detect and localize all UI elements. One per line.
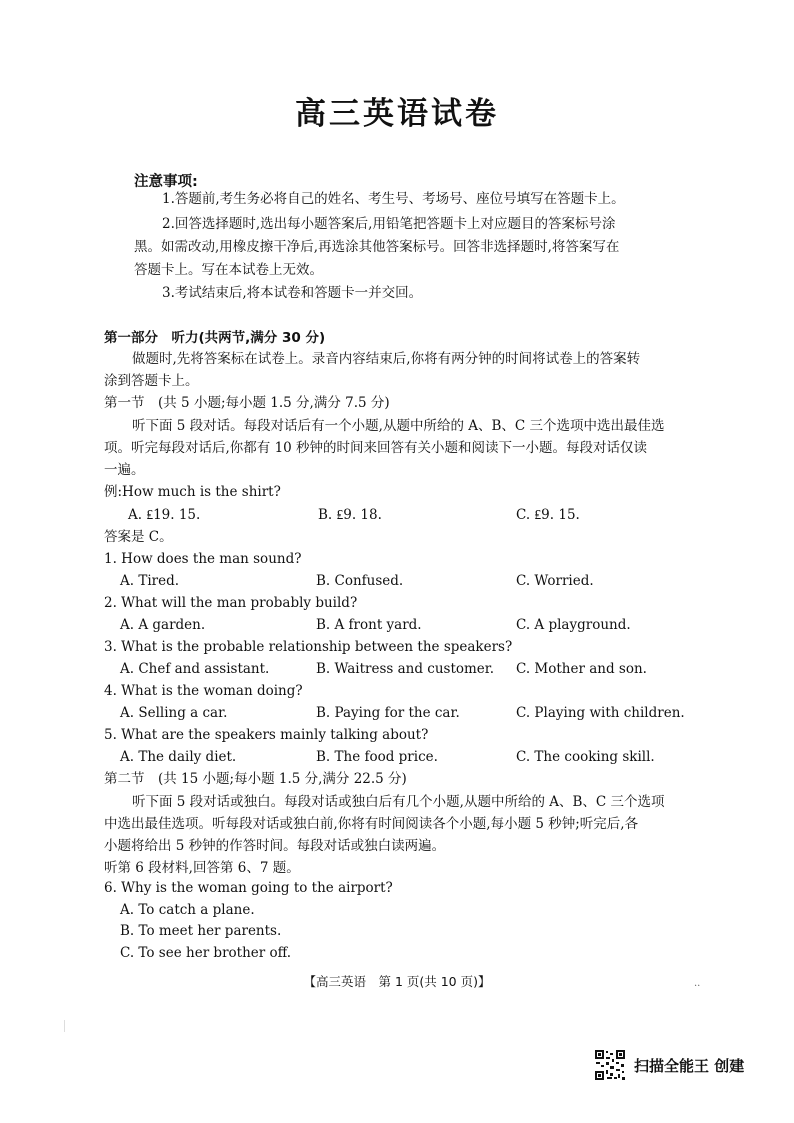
section1-heading: 第一节 (共 5 小题;每小题 1.5 分,满分 7.5 分) bbox=[104, 395, 390, 411]
question-3: 3. What is the probable relationship between the speakers? bbox=[104, 639, 513, 655]
notice-item-3: 3.考试结束后,将本试卷和答题卡一并交回。 bbox=[162, 285, 423, 301]
notice-item-1: 1.答题前,考生务必将自己的姓名、考生号、考场号、座位号填写在答题卡上。 bbox=[162, 191, 625, 207]
section2-intro-line-2: 中选出最佳选项。听每段对话或独白前,你将有时间阅读各个小题,每小题 5 秒钟;听完后,各 bbox=[104, 816, 639, 832]
question-4-option-a: A. Selling a car. bbox=[120, 705, 228, 721]
qr-code-icon bbox=[594, 1049, 626, 1081]
example-answer: 答案是 C。 bbox=[104, 529, 173, 545]
section2-material: 听第 6 段材料,回答第 6、7 题。 bbox=[104, 860, 300, 876]
question-3-option-a: A. Chef and assistant. bbox=[120, 661, 270, 677]
scanner-watermark-label: 扫描全能王 创建 bbox=[634, 1057, 745, 1075]
question-6-option-b: B. To meet her parents. bbox=[120, 923, 282, 939]
notice-item-2-line-1: 2.回答选择题时,选出每小题答案后,用铅笔把答题卡上对应题目的答案标号涂 bbox=[162, 216, 616, 232]
scan-edge-mark bbox=[64, 1020, 65, 1032]
part1-heading: 第一部分 听力(共两节,满分 30 分) bbox=[104, 330, 326, 346]
example-option-c: C. ₤9. 15. bbox=[516, 507, 580, 523]
question-2-option-a: A. A garden. bbox=[120, 617, 206, 633]
question-1-option-b: B. Confused. bbox=[316, 573, 404, 589]
question-4-option-b: B. Paying for the car. bbox=[316, 705, 460, 721]
question-5-option-a: A. The daily diet. bbox=[120, 749, 237, 765]
question-5: 5. What are the speakers mainly talking about? bbox=[104, 727, 429, 743]
notice-item-2-line-3: 答题卡上。写在本试卷上无效。 bbox=[134, 262, 323, 278]
notice-item-2-line-2: 黑。如需改动,用橡皮擦干净后,再选涂其他答案标号。回答非选择题时,将答案写在 bbox=[134, 239, 620, 255]
section1-intro-line-2: 项。听完每段对话后,你都有 10 秒钟的时间来回答有关小题和阅读下一小题。每段对话仅读 bbox=[104, 440, 648, 456]
question-6: 6. Why is the woman going to the airport? bbox=[104, 880, 393, 896]
section2-heading: 第二节 (共 15 小题;每小题 1.5 分,满分 22.5 分) bbox=[104, 771, 407, 787]
part1-intro-line-2: 涂到答题卡上。 bbox=[104, 373, 199, 389]
question-4: 4. What is the woman doing? bbox=[104, 683, 303, 699]
section2-intro-line-3: 小题将给出 5 秒钟的作答时间。每段对话或独白读两遍。 bbox=[104, 838, 446, 854]
example-option-b: B. ₤9. 18. bbox=[318, 507, 382, 523]
question-3-option-b: B. Waitress and customer. bbox=[316, 661, 495, 677]
question-6-option-c: C. To see her brother off. bbox=[120, 945, 292, 961]
question-1-option-a: A. Tired. bbox=[120, 573, 180, 589]
question-5-option-b: B. The food price. bbox=[316, 749, 438, 765]
page-title: 高三英语试卷 bbox=[295, 96, 499, 132]
question-5-option-c: C. The cooking skill. bbox=[516, 749, 655, 765]
question-3-option-c: C. Mother and son. bbox=[516, 661, 647, 677]
notice-heading: 注意事项: bbox=[134, 174, 198, 190]
example-question: 例:How much is the shirt? bbox=[104, 484, 281, 500]
question-2-option-b: B. A front yard. bbox=[316, 617, 422, 633]
page-footer: 【高三英语 第 1 页(共 10 页)】 bbox=[303, 974, 491, 989]
question-2: 2. What will the man probably build? bbox=[104, 595, 358, 611]
part1-intro-line-1: 做题时,先将答案标在试卷上。录音内容结束后,你将有两分钟的时间将试卷上的答案转 bbox=[132, 351, 641, 367]
question-2-option-c: C. A playground. bbox=[516, 617, 631, 633]
section1-intro-line-1: 听下面 5 段对话。每段对话后有一个小题,从题中所给的 A、B、C 三个选项中选出最佳选 bbox=[132, 418, 665, 434]
question-1-option-c: C. Worried. bbox=[516, 573, 594, 589]
example-option-a: A. ₤19. 15. bbox=[128, 507, 201, 523]
question-1: 1. How does the man sound? bbox=[104, 551, 302, 567]
question-6-option-a: A. To catch a plane. bbox=[120, 902, 255, 918]
section1-intro-line-3: 一遍。 bbox=[104, 462, 145, 478]
section2-intro-line-1: 听下面 5 段对话或独白。每段对话或独白后有几个小题,从题中所给的 A、B、C 三个选项 bbox=[132, 794, 665, 810]
question-4-option-c: C. Playing with children. bbox=[516, 705, 685, 721]
footer-dots: .. bbox=[694, 978, 701, 989]
